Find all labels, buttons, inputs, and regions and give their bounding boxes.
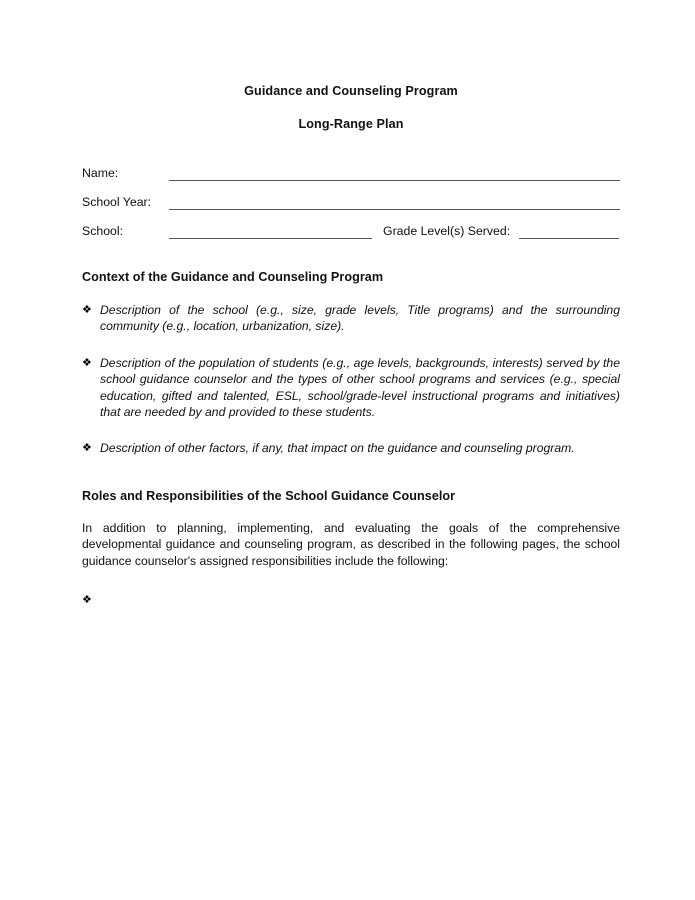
form-row-school-year	[82, 193, 620, 210]
list-item-text: Description of the population of students (e.g., age levels, backgrounds, interests) served by the school guidance counselor and the types of other school programs and services (e.g., special education, gifted and talented, ESL, school/grade-level instructional programs and initiatives) that are needed by and provided to these students.	[100, 355, 620, 420]
diamond-bullet-icon: ❖	[82, 356, 92, 369]
school-year-input-rule[interactable]	[169, 196, 620, 210]
school-label: School:	[82, 224, 124, 238]
school-year-label: School Year:	[82, 195, 152, 209]
document-content	[82, 0, 620, 608]
list-item-text: Description of the school (e.g., size, grade levels, Title programs) and the surrounding community (e.g., location, urbanization, size).	[100, 303, 620, 334]
name-input-rule[interactable]	[169, 167, 620, 181]
roles-bullet-list	[82, 592, 620, 608]
roles-intro-paragraph: In addition to planning, implementing, and evaluating the goals of the comprehensive developmental guidance and counseling program, as described in the following pages, the school guidance counselor's assigned responsibilities include the following:	[82, 520, 620, 568]
form-fields	[82, 164, 620, 239]
section-heading-roles: Roles and Responsibilities of the School Guidance Counselor	[82, 488, 456, 503]
grade-levels-served-input-rule[interactable]	[519, 225, 619, 239]
form-row-school	[82, 222, 620, 239]
name-label: Name:	[82, 166, 119, 180]
diamond-bullet-icon: ❖	[82, 304, 92, 316]
document-title-secondary: Long-Range Plan	[298, 117, 404, 131]
form-row-name	[82, 164, 620, 181]
school-input-rule[interactable]	[169, 225, 372, 239]
list-item	[82, 440, 620, 456]
context-bullet-list	[82, 302, 620, 457]
diamond-bullet-icon: ❖	[82, 442, 92, 455]
grade-levels-served-label: Grade Level(s) Served:	[383, 224, 511, 238]
list-item	[82, 355, 620, 421]
list-item	[82, 302, 620, 335]
section-heading-context: Context of the Guidance and Counseling Program	[82, 270, 384, 284]
diamond-bullet-icon: ❖	[82, 594, 92, 607]
list-item-text: Description of other factors, if any, that impact on the guidance and counseling program.	[100, 441, 575, 456]
document-title-primary: Guidance and Counseling Program	[244, 84, 458, 98]
list-item	[82, 592, 620, 608]
